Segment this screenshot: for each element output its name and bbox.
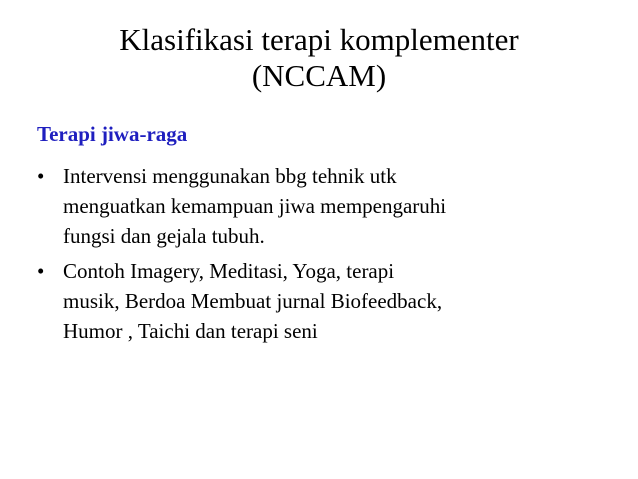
- bullet-dot-icon: •: [37, 259, 45, 283]
- bullet-dot-icon: •: [37, 164, 45, 188]
- bullet-text-line: fungsi dan gejala tubuh.: [63, 224, 265, 248]
- bullet-list: [37, 161, 597, 351]
- bullet-text-line: musik, Berdoa Membuat jurnal Biofeedback,: [63, 289, 443, 313]
- slide-title-line-2: (NCCAM): [251, 58, 387, 93]
- bullet-item-contoh: [37, 256, 597, 346]
- slide-title-line-1: Klasifikasi terapi komplementer: [119, 22, 519, 57]
- section-heading: Terapi jiwa-raga: [37, 122, 188, 146]
- slide-title: [0, 22, 638, 94]
- bullet-text-line: menguatkan kemampuan jiwa mempengaruhi: [63, 194, 447, 218]
- bullet-text-line: Humor , Taichi dan terapi seni: [63, 319, 318, 343]
- bullet-item-intervensi: [37, 161, 597, 251]
- bullet-text-line: Contoh Imagery, Meditasi, Yoga, terapi: [63, 259, 395, 283]
- bullet-text-line: Intervensi menggunakan bbg tehnik utk: [63, 164, 397, 188]
